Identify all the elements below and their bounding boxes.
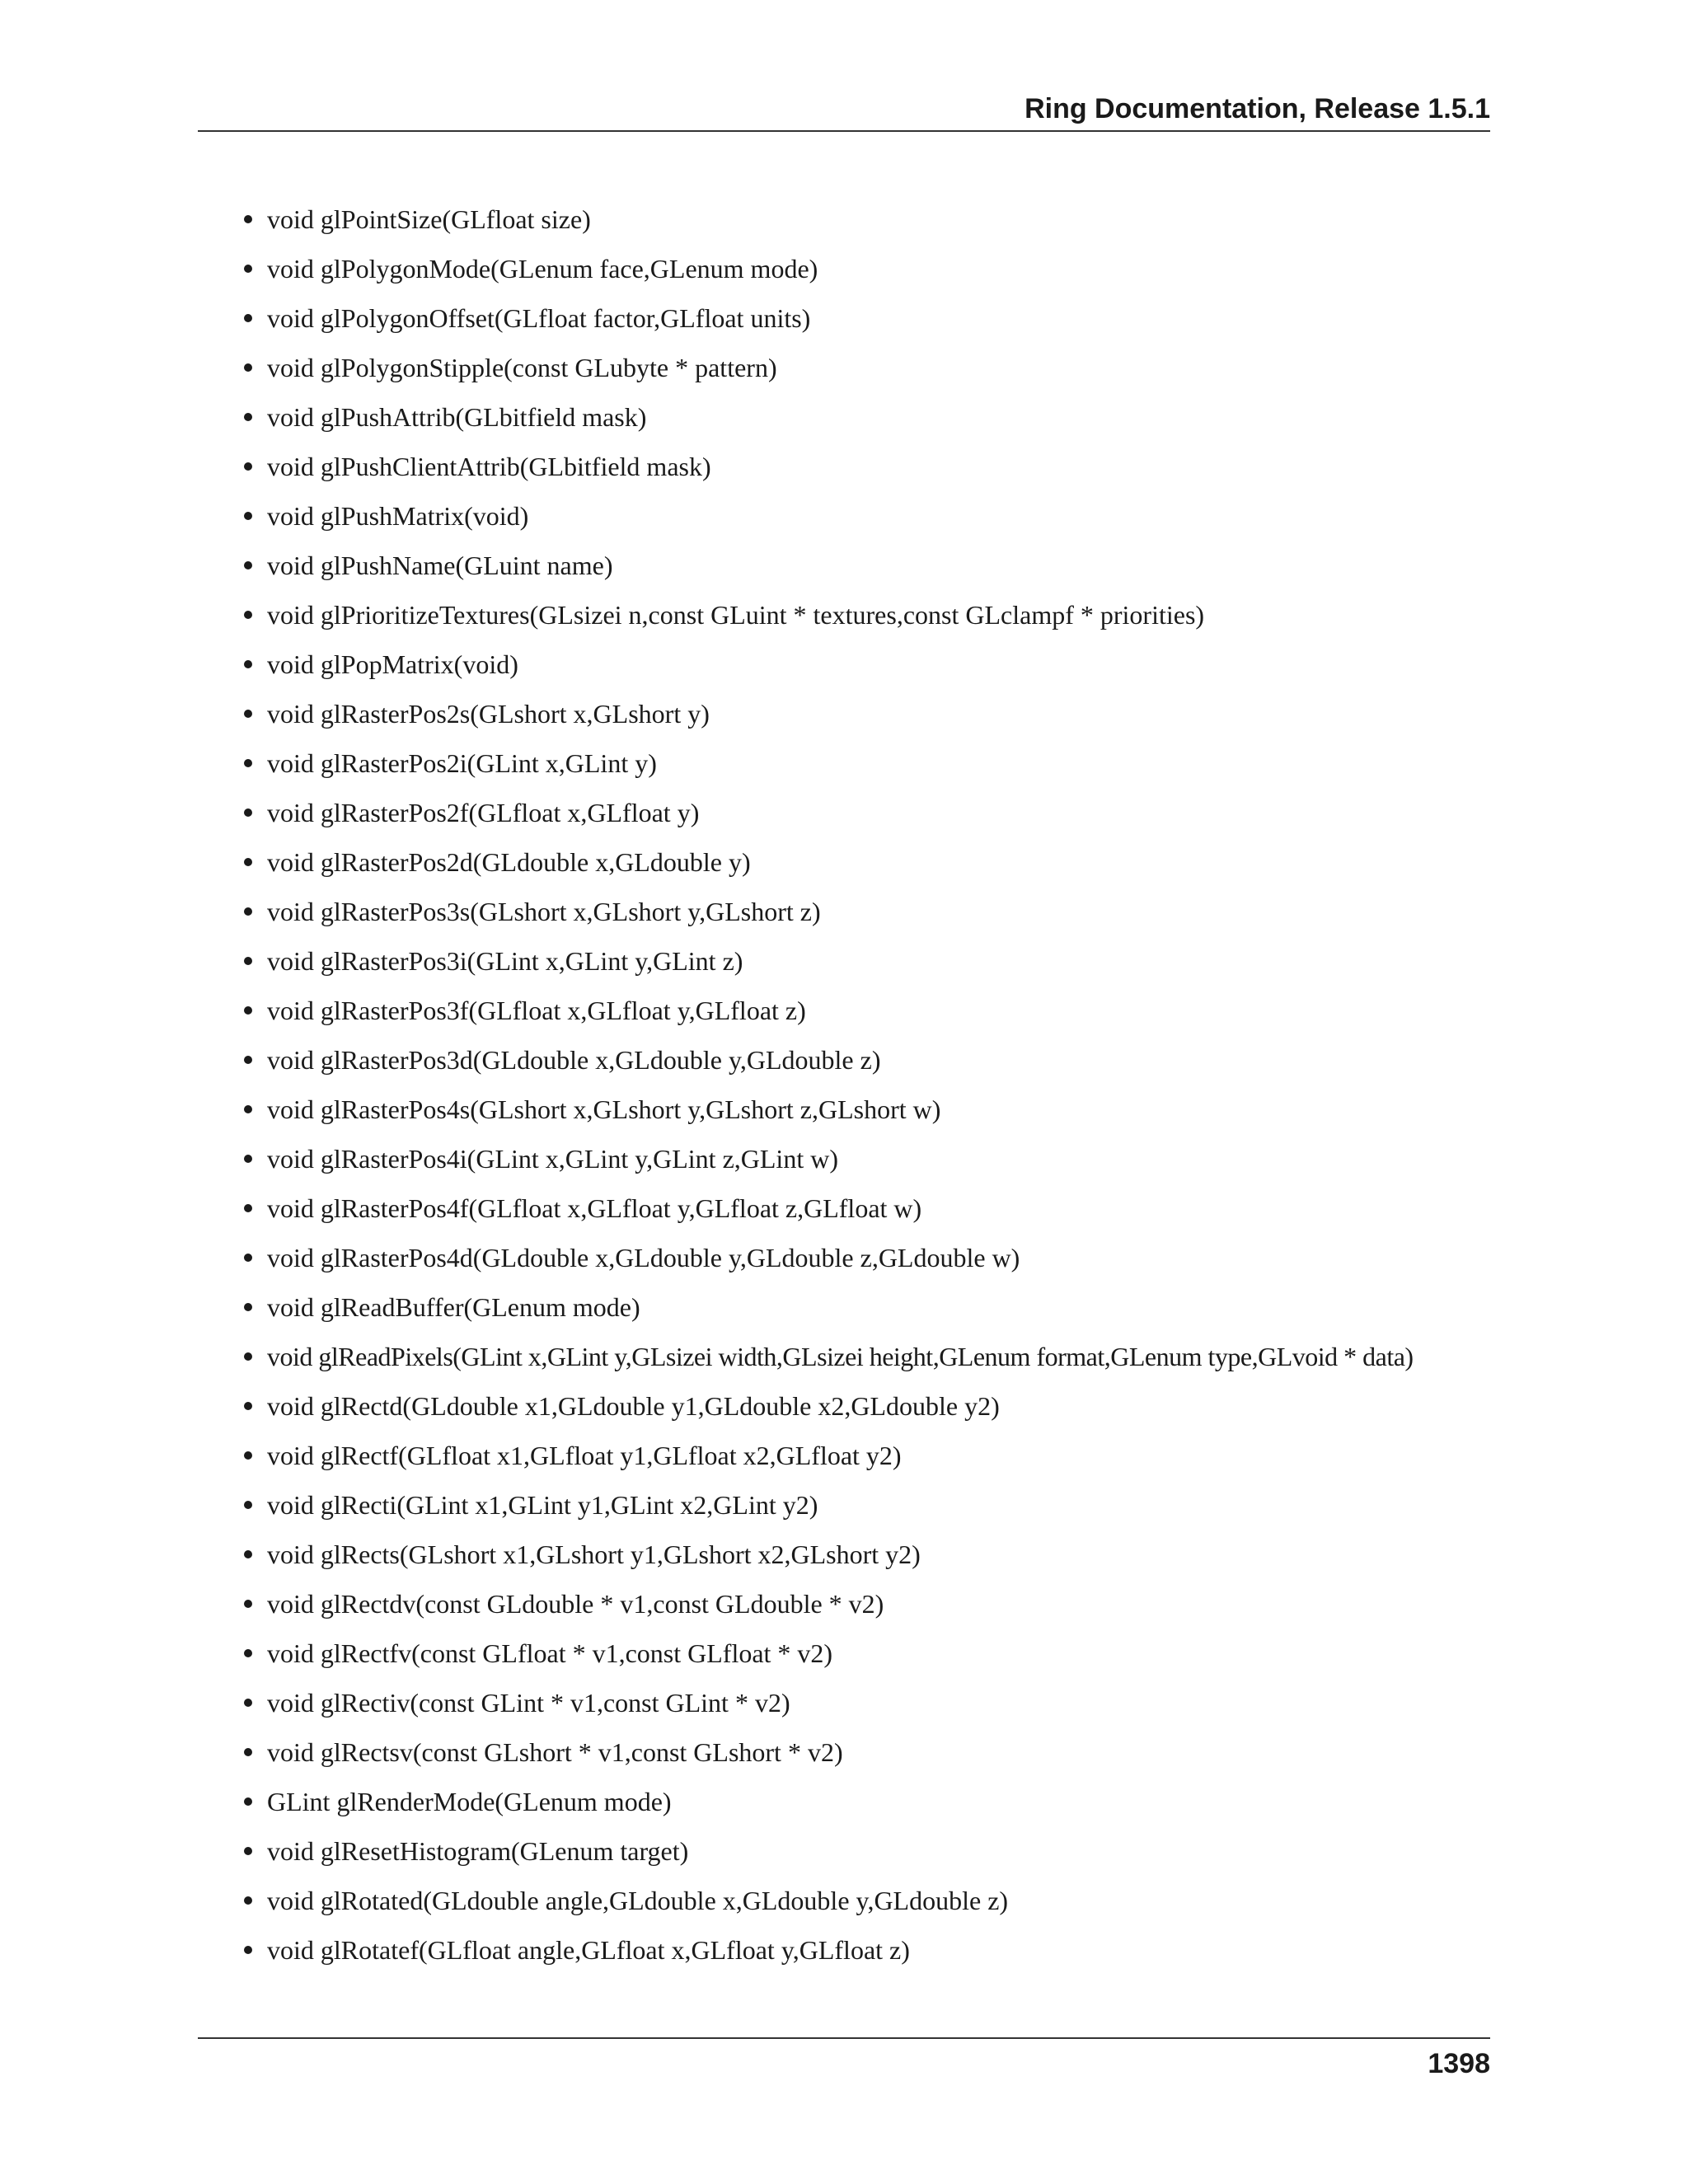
bullet-icon xyxy=(244,1946,252,1954)
function-signature: void glRectiv(const GLint * v1,const GLint * v2) xyxy=(267,1688,790,1718)
page-number: 1398 xyxy=(1428,2048,1490,2079)
function-signature: void glPolygonOffset(GLfloat factor,GLfloat units) xyxy=(267,303,811,333)
function-signature: void glRotatef(GLfloat angle,GLfloat x,GLfloat y,GLfloat z) xyxy=(267,1935,910,1965)
list-item xyxy=(239,887,1500,936)
bullet-icon xyxy=(244,314,252,322)
function-list xyxy=(239,194,1500,1975)
function-signature: void glReadBuffer(GLenum mode) xyxy=(267,1292,640,1322)
bullet-icon xyxy=(244,1699,252,1707)
list-item xyxy=(239,1035,1500,1085)
bullet-icon xyxy=(244,710,252,718)
function-signature: void glRasterPos3i(GLint x,GLint y,GLint z) xyxy=(267,946,743,976)
page-footer xyxy=(198,2037,1490,2079)
list-item xyxy=(239,1282,1500,1332)
list-item xyxy=(239,343,1500,392)
list-item xyxy=(239,689,1500,738)
bullet-icon xyxy=(244,907,252,916)
function-signature: void glPolygonStipple(const GLubyte * pattern) xyxy=(267,353,777,382)
bullet-icon xyxy=(244,363,252,372)
list-item xyxy=(239,640,1500,689)
bullet-icon xyxy=(244,1550,252,1558)
function-signature: void glRectdv(const GLdouble * v1,const GLdouble * v2) xyxy=(267,1589,884,1619)
list-item xyxy=(239,1530,1500,1579)
function-signature: void glPushMatrix(void) xyxy=(267,501,529,531)
list-item xyxy=(239,541,1500,590)
list-item xyxy=(239,1183,1500,1233)
document-title: Ring Documentation, Release 1.5.1 xyxy=(1025,93,1490,124)
function-signature: void glReadPixels(GLint x,GLint y,GLsizei width,GLsizei height,GLenum format,GLenum type,GLvoid * data) xyxy=(267,1342,1414,1371)
bullet-icon xyxy=(244,1402,252,1410)
list-item xyxy=(239,986,1500,1035)
function-signature: void glRasterPos2s(GLshort x,GLshort y) xyxy=(267,699,710,729)
list-item xyxy=(239,788,1500,837)
list-item xyxy=(239,738,1500,788)
list-item xyxy=(239,392,1500,442)
bullet-icon xyxy=(244,660,252,668)
bullet-icon xyxy=(244,1155,252,1163)
bullet-icon xyxy=(244,1600,252,1608)
list-item xyxy=(239,1431,1500,1480)
bullet-icon xyxy=(244,1451,252,1460)
bullet-icon xyxy=(244,265,252,273)
list-item xyxy=(239,1332,1500,1381)
bullet-icon xyxy=(244,462,252,471)
list-item xyxy=(239,1777,1500,1826)
bullet-icon xyxy=(244,1204,252,1212)
bullet-icon xyxy=(244,1797,252,1806)
function-signature: void glRectfv(const GLfloat * v1,const GLfloat * v2) xyxy=(267,1638,833,1668)
bullet-icon xyxy=(244,1056,252,1064)
list-item xyxy=(239,1579,1500,1629)
function-signature: void glRasterPos4d(GLdouble x,GLdouble y,GLdouble z,GLdouble w) xyxy=(267,1243,1020,1272)
list-item xyxy=(239,442,1500,491)
list-item xyxy=(239,1381,1500,1431)
page-header xyxy=(198,89,1490,132)
bullet-icon xyxy=(244,1896,252,1905)
function-signature: void glResetHistogram(GLenum target) xyxy=(267,1836,689,1866)
bullet-icon xyxy=(244,1352,252,1361)
function-signature: void glPushClientAttrib(GLbitfield mask) xyxy=(267,452,711,481)
list-item xyxy=(239,293,1500,343)
list-item xyxy=(239,1134,1500,1183)
function-signature: GLint glRenderMode(GLenum mode) xyxy=(267,1787,672,1816)
function-signature: void glPrioritizeTextures(GLsizei n,const GLuint * textures,const GLclampf * priorities) xyxy=(267,600,1205,630)
bullet-icon xyxy=(244,512,252,520)
bullet-icon xyxy=(244,1006,252,1015)
list-item xyxy=(239,936,1500,986)
function-signature: void glRasterPos3s(GLshort x,GLshort y,GLshort z) xyxy=(267,897,821,926)
function-signature: void glRectf(GLfloat x1,GLfloat y1,GLfloat x2,GLfloat y2) xyxy=(267,1441,902,1470)
function-signature: void glRasterPos4f(GLfloat x,GLfloat y,GLfloat z,GLfloat w) xyxy=(267,1193,922,1223)
bullet-icon xyxy=(244,215,252,223)
function-signature: void glRectsv(const GLshort * v1,const GLshort * v2) xyxy=(267,1737,843,1767)
function-signature: void glPointSize(GLfloat size) xyxy=(267,204,591,234)
list-item xyxy=(239,1925,1500,1975)
function-signature: void glRasterPos3f(GLfloat x,GLfloat y,GLfloat z) xyxy=(267,996,806,1025)
list-item xyxy=(239,590,1500,640)
bullet-icon xyxy=(244,413,252,421)
list-item xyxy=(239,194,1500,244)
list-item xyxy=(239,1233,1500,1282)
list-item xyxy=(239,837,1500,887)
bullet-icon xyxy=(244,957,252,965)
bullet-icon xyxy=(244,1649,252,1657)
function-signature: void glRasterPos2f(GLfloat x,GLfloat y) xyxy=(267,798,700,827)
list-item xyxy=(239,1826,1500,1876)
list-item xyxy=(239,1629,1500,1678)
list-item xyxy=(239,1727,1500,1777)
list-item xyxy=(239,1085,1500,1134)
list-item xyxy=(239,1480,1500,1530)
list-item xyxy=(239,491,1500,541)
list-item xyxy=(239,1678,1500,1727)
function-signature: void glRasterPos3d(GLdouble x,GLdouble y,GLdouble z) xyxy=(267,1045,881,1075)
bullet-icon xyxy=(244,759,252,767)
bullet-icon xyxy=(244,1254,252,1262)
bullet-icon xyxy=(244,611,252,619)
function-signature: void glRasterPos2i(GLint x,GLint y) xyxy=(267,748,657,778)
bullet-icon xyxy=(244,1847,252,1855)
bullet-icon xyxy=(244,858,252,866)
function-signature: void glRasterPos2d(GLdouble x,GLdouble y) xyxy=(267,847,751,877)
function-signature: void glPopMatrix(void) xyxy=(267,649,518,679)
function-signature: void glRects(GLshort x1,GLshort y1,GLshort x2,GLshort y2) xyxy=(267,1540,921,1569)
bullet-icon xyxy=(244,1105,252,1113)
bullet-icon xyxy=(244,1501,252,1509)
bullet-icon xyxy=(244,1303,252,1311)
list-item xyxy=(239,244,1500,293)
function-signature: void glPushName(GLuint name) xyxy=(267,551,613,580)
bullet-icon xyxy=(244,1748,252,1756)
function-signature: void glRecti(GLint x1,GLint y1,GLint x2,GLint y2) xyxy=(267,1490,818,1520)
function-signature: void glPolygonMode(GLenum face,GLenum mode) xyxy=(267,254,818,284)
list-item xyxy=(239,1876,1500,1925)
function-signature: void glRasterPos4i(GLint x,GLint y,GLint z,GLint w) xyxy=(267,1144,838,1174)
function-signature: void glPushAttrib(GLbitfield mask) xyxy=(267,402,647,432)
function-signature: void glRotated(GLdouble angle,GLdouble x,GLdouble y,GLdouble z) xyxy=(267,1886,1009,1915)
function-signature: void glRectd(GLdouble x1,GLdouble y1,GLdouble x2,GLdouble y2) xyxy=(267,1391,1000,1421)
bullet-icon xyxy=(244,808,252,817)
bullet-icon xyxy=(244,561,252,569)
function-signature: void glRasterPos4s(GLshort x,GLshort y,GLshort z,GLshort w) xyxy=(267,1094,941,1124)
